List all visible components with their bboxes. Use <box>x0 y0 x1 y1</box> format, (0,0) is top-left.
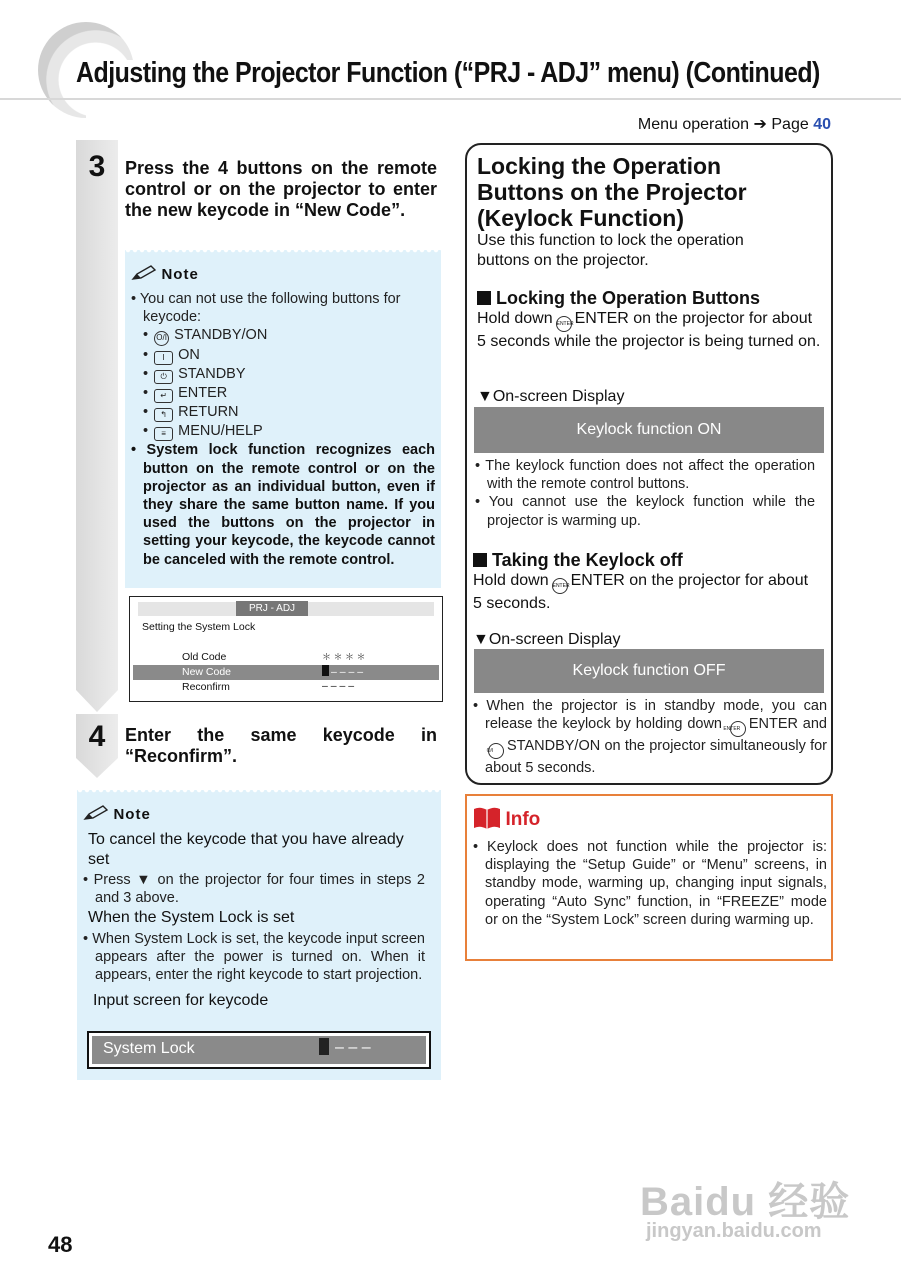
watermark-baidu: Baidu 经验 <box>640 1180 851 1224</box>
menu-row-value: – – – – <box>322 680 355 692</box>
section-locking-title: Locking the Operation Buttons <box>477 288 760 309</box>
note-2-bullet: • Press ▼ on the projector for four times in steps 2 and 3 above. <box>83 872 425 907</box>
page-title: Adjusting the Projector Function (“PRJ - ADJ” menu) (Continued) <box>76 57 820 89</box>
step-3-text: Press the 4 buttons on the remote control or on the projector to enter the new keycode in “New Code”. <box>125 158 437 220</box>
on-button-icon: I <box>154 351 173 365</box>
title-rule <box>0 98 901 100</box>
osd-label: ▼On-screen Display <box>477 388 625 405</box>
note-2-subheading: To cancel the keycode that you have already set <box>88 831 404 868</box>
menu-row-value: ＊ ＊ ＊ ＊ <box>322 652 366 662</box>
enter-button-icon: ENTER <box>730 721 746 737</box>
menu-heading: Setting the System Lock <box>142 621 256 633</box>
return-button-icon: ↰ <box>154 408 173 422</box>
note-1-button-item: • ⏻ STANDBY <box>143 366 246 383</box>
step-3-bar <box>76 140 118 712</box>
step-3-number: 3 <box>88 150 106 183</box>
prj-adj-menu-screen <box>129 596 443 702</box>
osd-keylock-off: Keylock function OFF <box>474 649 824 693</box>
menu-row-label: Old Code <box>182 651 227 663</box>
note-1-body <box>131 290 435 569</box>
note-2-subheading: Input screen for keycode <box>93 991 269 1009</box>
keylock-standby-bullet: • When the projector is in standby mode, you can release the keylock by holding down ENTER ENTER and O/I STANDBY/ON on the projector simultaneously for about 5 seconds. <box>473 698 828 777</box>
menu-row-label: New Code <box>182 666 232 678</box>
menu-highlight-row <box>133 665 439 680</box>
menu-row-label: Reconfirm <box>182 681 230 693</box>
menu-help-button-icon: ≡ <box>154 427 173 441</box>
standby-on-button-icon: O/I <box>154 331 169 346</box>
note-1-button-item: • O/I STANDBY/ON <box>131 326 435 346</box>
note-1-button-item: • ↵ ENTER <box>143 385 228 402</box>
keylock-bullet: • You cannot use the keylock function while the projector is warming up. <box>475 494 816 529</box>
info-box <box>465 794 833 961</box>
keylock-intro: Use this function to lock the operation buttons on the projector. <box>477 232 744 269</box>
note-1-button-item: • ↰ RETURN <box>143 404 239 421</box>
enter-button-icon: ENTER <box>556 316 572 332</box>
note-2-subheading: When the System Lock is set <box>88 909 295 927</box>
menu-ref-page-link[interactable]: 40 <box>813 116 831 133</box>
note-1-system-lock-text: • System lock function recognizes each button on the remote control or on the projector as an individual button, even if they share the same button name. If you used the buttons on the projector in setting your keycode, the keycode cannot be canceled with the remote control. <box>131 442 435 568</box>
system-lock-input-screen <box>87 1031 431 1069</box>
section-keylock-off-title: Taking the Keylock off <box>473 550 683 571</box>
enter-button-icon: ↵ <box>154 389 173 403</box>
enter-button-icon: ENTER <box>552 578 568 594</box>
info-text: • Keylock does not function while the projector is: displaying the “Setup Guide” or “Menu” screens, in standby mode, warming up, changing input signals, operating “Auto Sync” function, in “FREEZE” mode or on the “System Lock” screen during warming up. <box>473 839 827 928</box>
watermark-url: jingyan.baidu.com <box>646 1220 822 1242</box>
keylock-function-box <box>465 143 833 785</box>
menu-tab-prj-adj: PRJ - ADJ <box>236 601 308 616</box>
note-box-keycode <box>125 250 441 588</box>
section-keylock-off-text: Hold down ENTERENTER on the projector for about 5 seconds. <box>473 572 809 612</box>
menu-row-value: – – – – <box>322 665 363 678</box>
standby-button-icon: ⏻ <box>154 370 173 384</box>
osd-keylock-on: Keylock function ON <box>474 407 824 453</box>
section-locking-text: Hold down ENTERENTER on the projector for about 5 seconds while the projector is being turned on. <box>477 310 821 350</box>
note-1-button-item: • ≡ MENU/HELP <box>143 423 263 440</box>
page-number: 48 <box>48 1232 73 1257</box>
osd-label: ▼On-screen Display <box>473 631 621 648</box>
note-1-heading-row <box>131 264 199 284</box>
note-2-heading: Note <box>113 806 151 823</box>
book-icon <box>473 806 501 830</box>
note-2-heading-row <box>83 804 151 824</box>
note-1-intro: • You can not use the following buttons for keycode: <box>131 291 401 326</box>
menu-ref-label: Menu operation ➔ Page <box>637 116 809 133</box>
keylock-bullet: • The keylock function does not affect the operation with the remote control buttons. <box>475 458 816 493</box>
pencil-icon <box>83 804 109 822</box>
note-1-heading: Note <box>161 266 199 283</box>
standby-on-button-icon: O/I <box>488 743 504 759</box>
system-lock-label: System Lock <box>103 1040 195 1057</box>
info-heading-row <box>473 806 540 831</box>
step-4-text: Enter the same keycode in “Reconfirm”. <box>125 725 437 766</box>
note-1-button-item: • I ON <box>143 347 200 364</box>
keylock-bullets <box>475 457 815 530</box>
keylock-title: Locking the Operation Buttons on the Projector (Keylock Function) <box>477 153 747 231</box>
note-2-bullet: • When System Lock is set, the keycode input screen appears after the power is turned on. When it appears, enter the right keycode to start projection. <box>83 930 425 984</box>
note-2-body <box>83 830 425 1010</box>
pencil-icon <box>131 264 157 282</box>
info-heading: Info <box>505 809 541 830</box>
step-4-number: 4 <box>88 720 106 753</box>
menu-operation-reference <box>638 114 831 134</box>
system-lock-code-field: – – – <box>319 1038 371 1057</box>
